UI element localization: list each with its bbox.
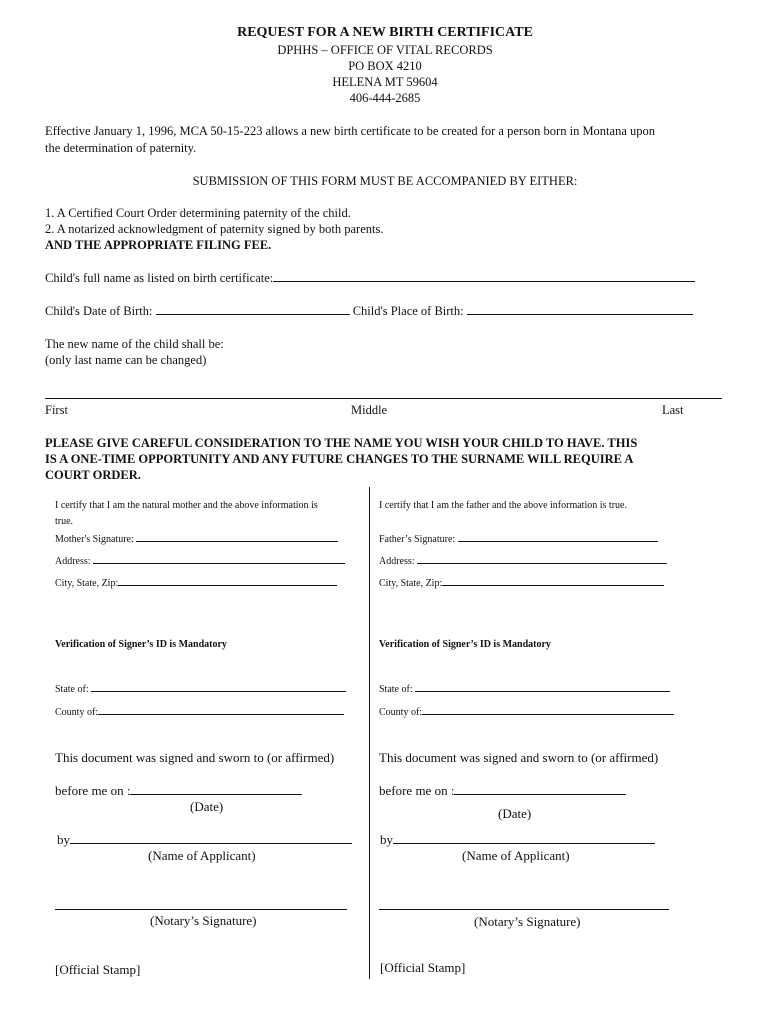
mother-address-field[interactable] bbox=[93, 554, 345, 564]
mother-verification-note: Verification of Signer’s ID is Mandatory bbox=[55, 639, 227, 650]
po-box: PO BOX 4210 bbox=[348, 59, 422, 73]
father-date-field[interactable] bbox=[454, 783, 626, 795]
mother-signature-field[interactable] bbox=[136, 532, 338, 542]
father-signature-field[interactable] bbox=[458, 532, 658, 542]
father-notary-label: (Notary’s Signature) bbox=[474, 914, 581, 929]
father-county-label: County of: bbox=[379, 707, 423, 718]
father-notary-signature-field[interactable] bbox=[379, 909, 669, 910]
mother-state-field[interactable] bbox=[91, 682, 346, 692]
father-county-field[interactable] bbox=[422, 705, 674, 715]
mother-certify-line-2: true. bbox=[55, 516, 74, 527]
new-name-field[interactable] bbox=[45, 398, 722, 399]
child-full-name-label: Child's full name as listed on birth certificate: bbox=[45, 271, 274, 285]
child-dob-field[interactable] bbox=[156, 303, 350, 315]
father-sworn-text: This document was signed and sworn to (or affirmed) bbox=[379, 750, 659, 765]
father-applicant-field[interactable] bbox=[393, 832, 655, 844]
new-name-label: The new name of the child shall be: bbox=[45, 337, 224, 351]
father-by-row bbox=[380, 832, 655, 848]
father-city-field[interactable] bbox=[442, 576, 664, 586]
father-state-row bbox=[379, 682, 670, 695]
father-address-row bbox=[379, 554, 667, 567]
mother-before-me-label: before me on : bbox=[55, 783, 131, 798]
intro-line-1: Effective January 1, 1996, MCA 50-15-223 allows a new birth certificate to be created for a person born in Montana upon bbox=[45, 124, 656, 138]
mother-city-field[interactable] bbox=[118, 576, 337, 586]
father-state-label: State of: bbox=[379, 684, 413, 695]
father-county-row bbox=[379, 705, 674, 718]
city-address: HELENA MT 59604 bbox=[332, 75, 438, 89]
child-pob-field[interactable] bbox=[467, 303, 693, 315]
child-full-name-row bbox=[45, 270, 695, 287]
mother-certify-line-1: I certify that I am the natural mother and the above information is bbox=[55, 500, 318, 511]
mother-notary-signature-field[interactable] bbox=[55, 909, 347, 910]
warning-line-2: IS A ONE-TIME OPPORTUNITY AND ANY FUTURE CHANGES TO THE SURNAME WILL REQUIRE A bbox=[45, 452, 634, 466]
first-name-label: First bbox=[45, 403, 68, 417]
submission-heading: SUBMISSION OF THIS FORM MUST BE ACCOMPANIED BY EITHER: bbox=[192, 174, 578, 188]
father-official-stamp: [Official Stamp] bbox=[380, 960, 466, 975]
father-signature-row bbox=[379, 532, 658, 545]
column-divider bbox=[369, 487, 370, 979]
mother-county-label: County of: bbox=[55, 707, 99, 718]
mother-official-stamp: [Official Stamp] bbox=[55, 962, 141, 977]
child-pob-label: Child's Place of Birth: bbox=[352, 304, 464, 318]
mother-by-row bbox=[57, 832, 352, 848]
mother-address-row bbox=[55, 554, 345, 567]
new-name-note: (only last name can be changed) bbox=[45, 353, 207, 367]
submission-item-2: 2. A notarized acknowledgment of paternity signed by both parents. bbox=[45, 222, 384, 236]
mother-signature-row bbox=[55, 532, 338, 545]
mother-date-field[interactable] bbox=[130, 783, 302, 795]
mother-sworn-text: This document was signed and sworn to (or affirmed) bbox=[55, 750, 335, 765]
warning-line-3: COURT ORDER. bbox=[45, 468, 141, 482]
mother-before-me-row bbox=[55, 783, 302, 799]
father-before-me-label: before me on : bbox=[379, 783, 455, 798]
phone-number: 406-444-2685 bbox=[349, 91, 421, 105]
mother-state-label: State of: bbox=[55, 684, 89, 695]
mother-applicant-field[interactable] bbox=[70, 832, 352, 844]
father-signature-label: Father’s Signature: bbox=[379, 534, 456, 545]
child-full-name-field[interactable] bbox=[273, 270, 695, 282]
mother-notary-label: (Notary’s Signature) bbox=[150, 913, 257, 928]
father-state-field[interactable] bbox=[415, 682, 670, 692]
mother-signature-label: Mother's Signature: bbox=[55, 534, 134, 545]
father-certify-line-1: I certify that I am the father and the above information is true. bbox=[379, 500, 627, 511]
father-address-label: Address: bbox=[379, 556, 415, 567]
mother-by-label: by bbox=[57, 832, 70, 847]
mother-county-field[interactable] bbox=[98, 705, 344, 715]
child-birth-row bbox=[45, 303, 693, 320]
father-before-me-row bbox=[379, 783, 626, 799]
filing-fee-note: AND THE APPROPRIATE FILING FEE. bbox=[45, 238, 272, 252]
mother-county-row bbox=[55, 705, 344, 718]
mother-date-label: (Date) bbox=[190, 799, 224, 814]
father-city-row bbox=[379, 576, 664, 589]
father-city-label: City, State, Zip: bbox=[379, 578, 443, 589]
mother-state-row bbox=[55, 682, 346, 695]
child-dob-label: Child's Date of Birth: bbox=[45, 304, 153, 318]
father-by-label: by bbox=[380, 832, 393, 847]
mother-address-label: Address: bbox=[55, 556, 91, 567]
agency-name: DPHHS – OFFICE OF VITAL RECORDS bbox=[277, 43, 493, 57]
father-verification-note: Verification of Signer’s ID is Mandatory bbox=[379, 639, 551, 650]
mother-city-label: City, State, Zip: bbox=[55, 578, 119, 589]
intro-line-2: the determination of paternity. bbox=[45, 141, 197, 155]
father-applicant-label: (Name of Applicant) bbox=[462, 848, 570, 863]
warning-line-1: PLEASE GIVE CAREFUL CONSIDERATION TO THE NAME YOU WISH YOUR CHILD TO HAVE. THIS bbox=[45, 436, 638, 450]
mother-applicant-label: (Name of Applicant) bbox=[148, 848, 256, 863]
father-address-field[interactable] bbox=[417, 554, 667, 564]
father-date-label: (Date) bbox=[498, 806, 532, 821]
form-title: REQUEST FOR A NEW BIRTH CERTIFICATE bbox=[237, 25, 533, 40]
last-name-label: Last bbox=[662, 403, 684, 417]
submission-item-1: 1. A Certified Court Order determining paternity of the child. bbox=[45, 206, 351, 220]
middle-name-label: Middle bbox=[351, 403, 388, 417]
mother-city-row bbox=[55, 576, 337, 589]
